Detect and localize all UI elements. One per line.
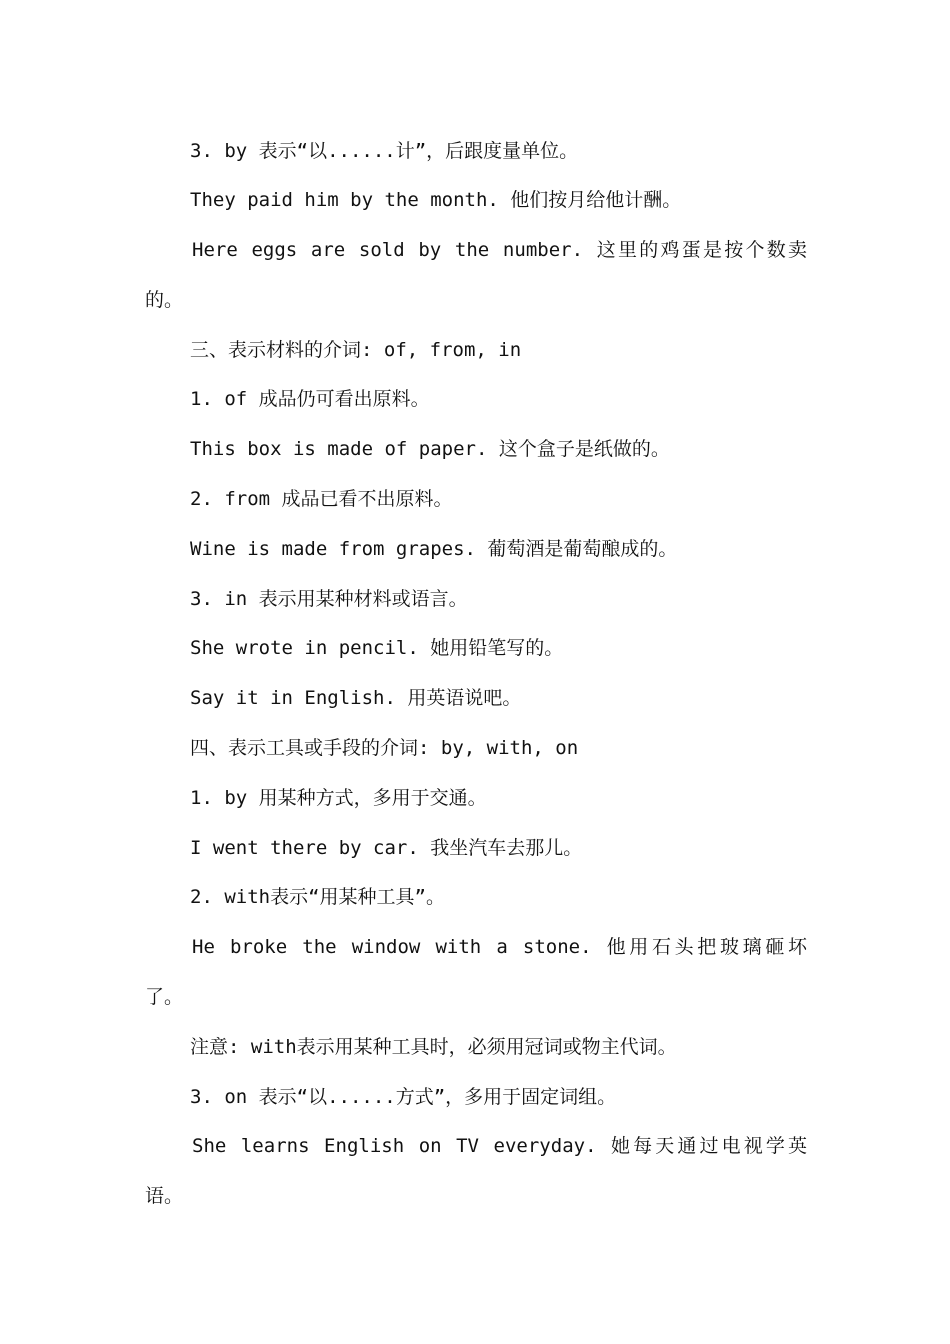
text-line-16: 2. with表示“用某种工具”。 <box>190 886 445 908</box>
text-line-12: Say it in English. 用英语说吧。 <box>190 687 522 709</box>
text-line-8: 2. from 成品已看不出原料。 <box>190 488 453 510</box>
text-line-1: 3. by 表示“以......计”，后跟度量单位。 <box>190 140 579 162</box>
section-heading-tool: 四、表示工具或手段的介词: by, with, on <box>190 737 579 759</box>
text-line-21 <box>0 1133 950 1159</box>
text-line-22: 语。 <box>145 1185 184 1207</box>
text-line-2: They paid him by the month. 他们按月给他计酬。 <box>190 189 682 211</box>
text-line-20: 3. on 表示“以......方式”，多用于固定词组。 <box>190 1086 617 1108</box>
text-line-4: 的。 <box>145 289 184 311</box>
section-heading-material: 三、表示材料的介词: of, from, in <box>190 339 522 361</box>
text-line-15: I went there by car. 我坐汽车去那儿。 <box>190 837 583 859</box>
text-line-10: 3. in 表示用某种材料或语言。 <box>190 588 468 610</box>
text-line-6: 1. of 成品仍可看出原料。 <box>190 388 430 410</box>
text-line-11: She wrote in pencil. 她用铅笔写的。 <box>190 637 564 659</box>
note-line: 注意: with表示用某种工具时，必须用冠词或物主代词。 <box>190 1036 677 1058</box>
text-line-18: 了。 <box>145 986 184 1008</box>
text-line-9: Wine is made from grapes. 葡萄酒是葡萄酿成的。 <box>190 538 678 560</box>
text-line-17-content: He broke the window with a stone. 他用石头把玻璃砸坏 <box>192 936 807 958</box>
text-line-21-content: She learns English on TV everyday. 她每天通过电视学英 <box>192 1135 807 1157</box>
text-line-7: This box is made of paper. 这个盒子是纸做的。 <box>190 438 670 460</box>
text-line-17 <box>0 934 950 960</box>
text-line-3-content: Here eggs are sold by the number. 这里的鸡蛋是按个数卖 <box>192 239 807 261</box>
text-line-3 <box>0 237 950 263</box>
text-line-14: 1. by 用某种方式，多用于交通。 <box>190 787 487 809</box>
